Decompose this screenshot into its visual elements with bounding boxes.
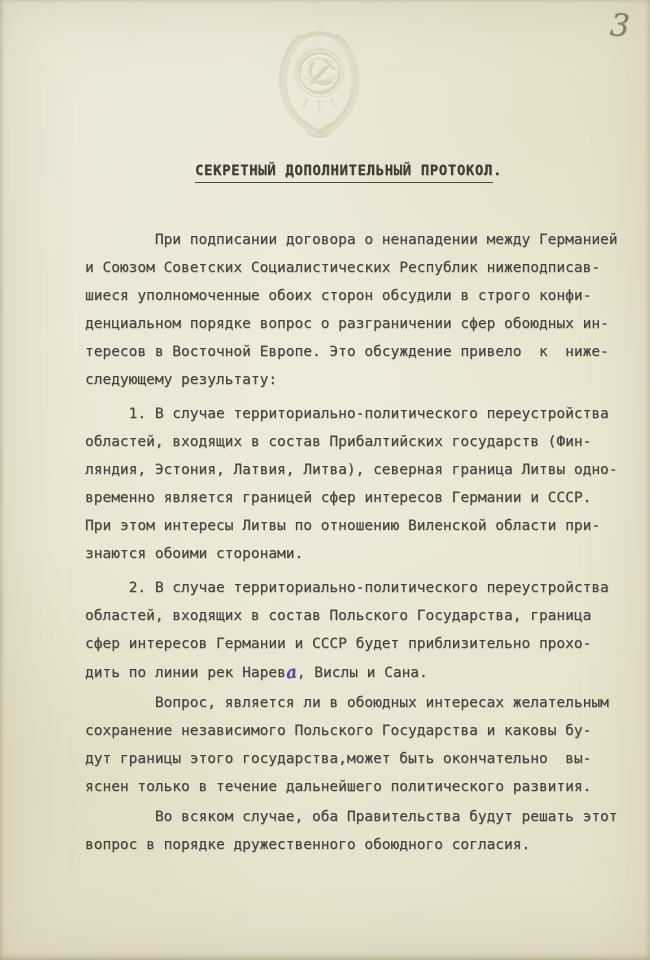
text-line: дут границы этого государства,может быть окончательно вы-: [85, 751, 592, 767]
paragraph: [85, 689, 625, 801]
document-body: [85, 226, 625, 859]
document-title-text: СЕКРЕТНЫЙ ДОПОЛНИТЕЛЬНЫЙ ПРОТОКОЛ: [195, 163, 493, 183]
text-line: областей, входящих в состав Прибалтийских государств (Фин-: [85, 434, 592, 450]
document-title: [195, 163, 502, 179]
text-line: сохранение независимого Польского Государства и каковы бу-: [85, 723, 592, 739]
text-line: денциальном порядке вопрос о разграничении сфер обоюдных ин-: [85, 316, 609, 332]
text-line: Вопрос, является ли в обоюдных интересах желательным: [85, 695, 609, 711]
handwritten-ink-correction: а: [284, 662, 299, 684]
text-line: тересов в Восточной Европе. Это обсуждение привело к ниже-: [85, 344, 609, 360]
handwritten-page-number: 3: [609, 7, 632, 45]
paragraph: [85, 574, 625, 687]
text-line: следующему результату:: [85, 372, 278, 388]
text-line: 1. В случае территориально-политического переустройства: [85, 406, 609, 422]
text-line: сфер интересов Германии и СССР будет приблизительно прохо-: [85, 636, 592, 652]
paragraph: [85, 226, 625, 394]
text-line: 2. В случае территориально-политического переустройства: [85, 580, 609, 596]
paragraph: [85, 400, 625, 568]
text-line: шиеся уполномоченные обоих сторон обсудили в строго конфи-: [85, 288, 592, 304]
text-line: знаются обоими сторонами.: [85, 546, 304, 562]
text-line: и Союзом Советских Социалистических Республик нижеподписав-: [85, 260, 601, 276]
text-line: При этом интересы Литвы по отношению Виленской области при-: [85, 518, 601, 534]
text-line: яснен только в течение дальнейшего политического развития.: [85, 779, 592, 795]
paragraph: [85, 803, 625, 859]
soviet-state-emblem-seal-icon: [268, 26, 372, 144]
typed-text: дить по линии рек Нарев: [85, 665, 286, 681]
text-line: [85, 658, 625, 687]
text-line: вопрос в порядке дружественного обоюдного согласия.: [85, 837, 531, 853]
text-line: временно является границей сфер интересов Германии и СССР.: [85, 490, 592, 506]
document-title-period: .: [492, 163, 502, 179]
text-line: Во всяком случае, оба Правительства будут решать этот: [85, 809, 618, 825]
text-line: ляндия, Эстония, Латвия, Литва), северная граница Литвы одно-: [85, 462, 618, 478]
text-line: областей, входящих в состав Польского Государства, граница: [85, 608, 592, 624]
typed-text: , Вислы и Сана.: [296, 665, 428, 681]
text-line: При подписании договора о ненападении между Германией: [85, 232, 618, 248]
